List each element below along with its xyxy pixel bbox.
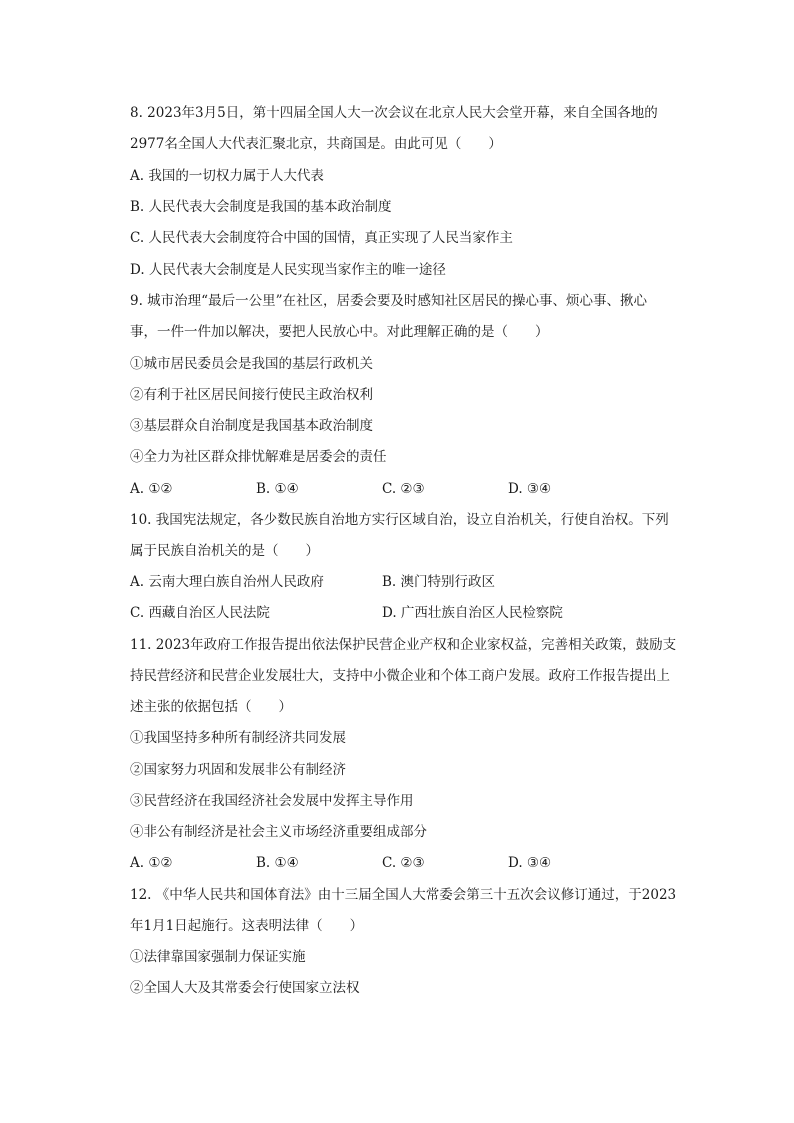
q9-stem-line1: 9. 城市治理“最后一公里”在社区，居委会要及时感知社区居民的操心事、烦心事、揪心: [130, 293, 647, 309]
q10-stem-line2: 属于民族自治机关的是（ ）: [130, 543, 319, 559]
q9-choice-c: C. ②③: [382, 481, 425, 497]
q10-option-b: B. 澳门特别行政区: [382, 574, 496, 590]
q10-option-a: A. 云南大理白族自治州人民政府: [130, 574, 324, 590]
q11-statement-4: ④非公有制经济是社会主义市场经济重要组成部分: [130, 824, 427, 840]
q12-stem-line2: 年1月1日起施行。这表明法律（ ）: [130, 918, 364, 934]
q8-stem-line2: 2977名全国人大代表汇聚北京，共商国是。由此可见（ ）: [130, 136, 502, 152]
q11-stem-line3: 述主张的依据包括（ ）: [130, 699, 292, 715]
q9-statement-3: ③基层群众自治制度是我国基本政治制度: [130, 418, 373, 434]
q11-choice-a: A. ①②: [130, 855, 173, 871]
q11-choice-d: D. ③④: [508, 855, 552, 871]
q11-statement-1: ①我国坚持多种所有制经济共同发展: [130, 730, 346, 746]
q8-stem-line1: 8. 2023年3月5日，第十四届全国人大一次会议在北京人民大会堂开幕，来自全国各地的: [130, 105, 658, 121]
q12-statement-2: ②全国人大及其常委会行使国家立法权: [130, 980, 360, 996]
q9-choice-d: D. ③④: [508, 481, 552, 497]
q8-option-c: C. 人民代表大会制度符合中国的国情，真正实现了人民当家作主: [130, 230, 513, 246]
q11-stem-line2: 持民营经济和民营企业发展壮大，支持中小微企业和个体工商户发展。政府工作报告提出上: [130, 668, 670, 684]
q11-statement-3: ③民营经济在我国经济社会发展中发挥主导作用: [130, 793, 414, 809]
q9-choice-b: B. ①④: [256, 481, 299, 497]
q12-statement-1: ①法律靠国家强制力保证实施: [130, 949, 306, 965]
q9-stem-line2: 事，一件一件加以解决，要把人民放心中。对此理解正确的是（ ）: [130, 324, 549, 340]
q8-option-b: B. 人民代表大会制度是我国的基本政治制度: [130, 199, 392, 215]
q10-stem-line1: 10. 我国宪法规定，各少数民族自治地方实行区域自治，设立自治机关，行使自治权。下列: [130, 512, 669, 528]
q11-choice-b: B. ①④: [256, 855, 299, 871]
q12-stem-line1: 12. 《中华人民共和国体育法》由十三届全国人大常委会第三十五次会议修订通过，于2023: [130, 887, 677, 903]
q11-choice-c: C. ②③: [382, 855, 425, 871]
q10-option-c: C. 西藏自治区人民法院: [130, 605, 270, 621]
q8-option-d: D. 人民代表大会制度是人民实现当家作主的唯一途径: [130, 262, 446, 278]
q11-statement-2: ②国家努力巩固和发展非公有制经济: [130, 762, 346, 778]
q11-stem-line1: 11. 2023年政府工作报告提出依法保护民营企业产权和企业家权益，完善相关政策，鼓励支: [130, 637, 677, 653]
q9-statement-2: ②有利于社区居民间接行使民主政治权利: [130, 387, 373, 403]
q9-choice-a: A. ①②: [130, 481, 173, 497]
q9-statement-1: ①城市居民委员会是我国的基层行政机关: [130, 356, 373, 372]
q9-statement-4: ④全力为社区群众排忧解难是居委会的责任: [130, 449, 387, 465]
q8-option-a: A. 我国的一切权力属于人大代表: [130, 168, 324, 184]
q10-option-d: D. 广西壮族自治区人民检察院: [382, 605, 563, 621]
